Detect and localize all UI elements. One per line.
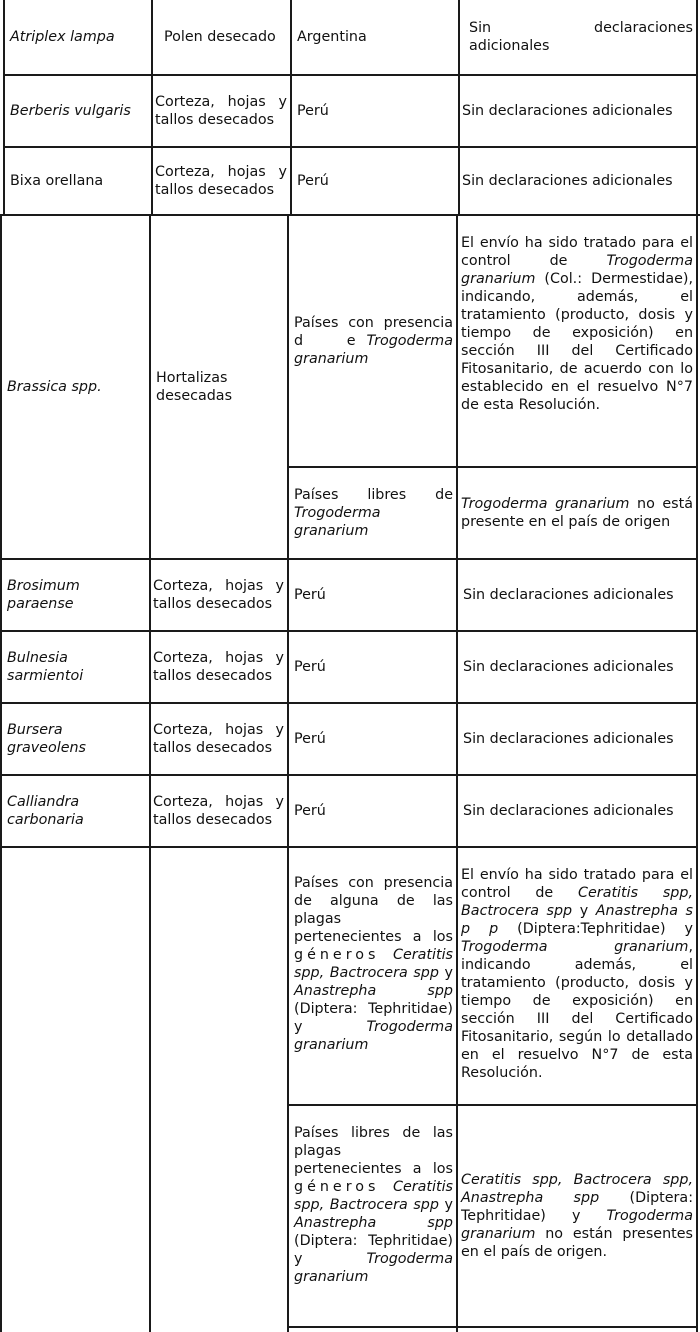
pest-name: Anastrepha s p p — [461, 903, 693, 937]
requirement-text: y — [579, 903, 589, 919]
grid-line — [696, 214, 698, 1332]
requirement-cell — [458, 776, 696, 846]
origin-text: e — [346, 333, 356, 349]
origin-cell — [289, 1124, 456, 1324]
requirement-text: (Diptera:Tephritidae) y — [517, 921, 694, 937]
origin-text: Perú — [294, 659, 326, 675]
table-row — [2, 560, 149, 630]
product-cell — [151, 776, 287, 846]
origin-cell — [289, 632, 456, 702]
product-cell — [151, 560, 287, 630]
grid-line — [696, 0, 698, 214]
origin-text: géneros — [294, 1179, 380, 1195]
product-text: Corteza, hojas y tallos desecados — [153, 650, 284, 684]
pest-name: Trogoderma granarium — [294, 333, 453, 367]
pest-name: Trogoderma granarium — [461, 1208, 693, 1242]
table-row — [5, 76, 151, 146]
origin-text: y — [294, 1251, 303, 1267]
origin-text: Países con presencia d — [294, 315, 453, 349]
origin-cell — [292, 0, 458, 74]
requirement-cell — [460, 0, 696, 74]
origin-cell — [289, 704, 456, 774]
species-name: Bursera graveolens — [7, 722, 86, 756]
origin-text: Argentina — [297, 29, 367, 45]
requirement-text: adicionales — [469, 38, 550, 54]
requirement-text: Sin declaraciones adicionales — [462, 103, 673, 119]
product-cell — [151, 704, 287, 774]
pest-name: Ceratitis spp, Bactrocera spp — [461, 885, 693, 919]
table-row — [5, 0, 151, 74]
product-cell — [153, 148, 290, 214]
product-text: Corteza, hojas y tallos desecados — [153, 578, 284, 612]
species-name: Bixa orellana — [10, 173, 104, 189]
origin-text: (Diptera: Tephritidae) — [294, 1001, 453, 1017]
table-row — [2, 632, 149, 702]
pest-name: Ceratitis spp, Bactrocera spp — [294, 1179, 453, 1213]
origin-cell — [289, 776, 456, 846]
requirement-text: no están presentes en el país de origen. — [461, 1226, 693, 1260]
pest-name: Trogoderma granarium — [294, 1019, 453, 1053]
requirement-cell — [458, 234, 696, 464]
origin-text: (Diptera: Tephritidae) — [294, 1233, 453, 1249]
requirement-text: El envío ha sido tratado para el control de — [461, 867, 693, 901]
table-row — [2, 216, 149, 558]
requirement-text: Sin declaraciones adicionales — [463, 659, 674, 675]
origin-text: Perú — [297, 103, 329, 119]
pest-name: Anastrepha spp — [294, 983, 453, 999]
requirement-text: Sin — [469, 20, 492, 36]
pest-name: Anastrepha spp — [294, 1215, 453, 1231]
table-row — [2, 776, 149, 846]
origin-text: Perú — [297, 173, 329, 189]
origin-cell — [292, 148, 458, 214]
grid-line — [287, 1326, 698, 1328]
pest-name: Trogoderma granarium — [461, 253, 693, 287]
product-cell — [151, 216, 287, 558]
pest-name: Ceratitis spp, Bactrocera spp — [294, 947, 453, 981]
grid-line — [0, 846, 698, 848]
requirement-cell — [458, 1106, 696, 1326]
origin-text: y — [294, 1019, 303, 1035]
product-text: Corteza, hojas y tallos desecados — [153, 794, 284, 828]
requirement-cell — [458, 866, 696, 1102]
origin-text: Perú — [294, 731, 326, 747]
origin-text: Perú — [294, 587, 326, 603]
requirement-text: no está presente en el país de origen — [461, 496, 693, 530]
origin-text: Países libres de — [294, 487, 453, 503]
species-name: Brassica spp. — [7, 379, 102, 395]
requirement-text: Sin declaraciones adicionales — [462, 173, 673, 189]
requirement-text: Sin declaraciones adicionales — [463, 587, 674, 603]
requirement-cell — [458, 560, 696, 630]
origin-text: Países libres de las plagas pertenecientes a los — [294, 1125, 453, 1177]
origin-text: y — [444, 1197, 453, 1213]
requirement-text: El envío ha sido tratado para el control de — [461, 235, 693, 269]
requirement-cell — [458, 468, 696, 558]
product-text: Corteza, hojas y tallos desecados — [153, 722, 284, 756]
requirement-cell — [460, 148, 696, 214]
origin-text: Países con presencia de alguna de las plagas pertenecientes a los — [294, 875, 453, 945]
requirement-cell — [458, 704, 696, 774]
table-row — [289, 874, 456, 1104]
requirement-text: (Diptera: Tephritidae) y — [461, 1190, 694, 1224]
pest-name: Trogoderma granarium — [294, 1251, 453, 1285]
requirement-text: , indicando además, el tratamiento (producto, dosis y tiempo de exposición) en sección III del Certificado Fitosanitario, según lo detallado en el resuelvo N°7 de esta Resolución. — [461, 939, 693, 1081]
species-name: Brosimum paraense — [7, 578, 80, 612]
product-text: Corteza, hojas y tallos desecados — [155, 164, 287, 198]
requirement-text: Sin declaraciones adicionales — [463, 731, 674, 747]
origin-text: géneros — [294, 947, 380, 963]
requirement-cell — [458, 632, 696, 702]
pest-name: Ceratitis spp, Bactrocera spp, Anastrepha spp — [461, 1172, 693, 1206]
origin-text: y — [444, 965, 453, 981]
origin-cell — [289, 560, 456, 630]
product-text: Polen desecado — [164, 29, 276, 45]
species-name: Calliandra carbonaria — [7, 794, 84, 828]
requirement-cell — [460, 76, 696, 146]
species-name: Bulnesia sarmientoi — [7, 650, 84, 684]
product-cell — [151, 632, 287, 702]
origin-cell — [292, 76, 458, 146]
product-cell — [153, 0, 290, 74]
product-text: Corteza, hojas y tallos desecados — [155, 94, 287, 128]
origin-text: Perú — [294, 803, 326, 819]
pest-name: Trogoderma granarium — [294, 505, 381, 539]
pest-name: Trogoderma granarium — [461, 496, 630, 512]
origin-cell — [289, 468, 456, 558]
origin-cell — [289, 216, 456, 466]
requirement-text: declaraciones — [594, 20, 693, 36]
species-name: Berberis vulgaris — [10, 103, 131, 119]
requirement-text: Sin declaraciones adicionales — [463, 803, 674, 819]
species-name: Atriplex lampa — [10, 29, 115, 45]
table-row — [2, 704, 149, 774]
pest-name: Trogoderma granarium — [461, 939, 689, 955]
requirement-text: (Col.: Dermestidae), indicando, además, el tratamiento (producto, dosis y tiempo de exposición) en sección III del Certificado Fitosanitario, de acuerdo con lo establecido en el resuelvo N°7 de esta Resolución. — [461, 271, 694, 413]
product-cell — [153, 76, 290, 146]
product-text: Hortalizas desecadas — [156, 370, 233, 404]
table-row — [5, 148, 151, 214]
